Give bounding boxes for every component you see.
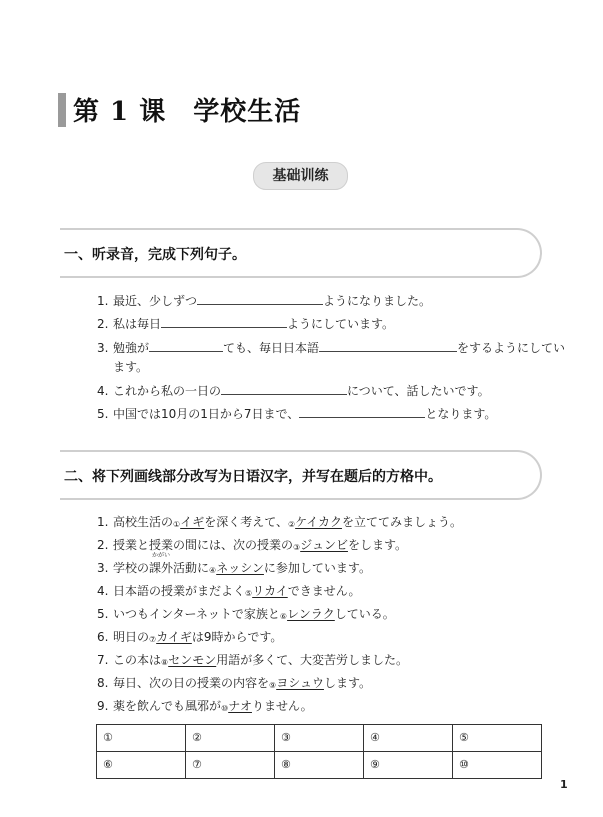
answer-cell[interactable]: ⑨ (364, 752, 453, 779)
part2-item-8: 8. 毎日、次の日の授業の内容を⑨ヨシュウします。 (97, 676, 371, 690)
answer-table (96, 724, 542, 779)
answer-blank[interactable] (221, 382, 347, 395)
answer-cell[interactable]: ⑩ (453, 752, 542, 779)
part1-item-2: 2. 私は毎日 ようにしています。 (97, 317, 395, 331)
part1-item-5: 5. 中国では10月の1日から7日まで、 となります。 (97, 407, 497, 421)
part1-item-3-cont: ます。 (113, 360, 149, 374)
part2-item-4: 4. 日本語の授業がまだよく⑤リカイできません。 (97, 584, 361, 598)
page-number: 1 (560, 778, 568, 791)
answer-cell[interactable]: ② (186, 725, 275, 752)
answer-cell[interactable]: ⑤ (453, 725, 542, 752)
answer-cell[interactable]: ⑦ (186, 752, 275, 779)
answer-cell[interactable]: ③ (275, 725, 364, 752)
section-badge: 基础训练 (253, 162, 348, 190)
part2-item-2: 2. 授業と授業の間には、次の授業の③ジュンビをします。 (97, 538, 407, 552)
answer-blank[interactable] (319, 339, 457, 352)
answer-blank[interactable] (299, 405, 425, 418)
part2-item-5: 5. いつもインターネットで家族と⑥レンラクしている。 (97, 607, 395, 621)
answer-cell[interactable]: ⑥ (97, 752, 186, 779)
answer-blank[interactable] (161, 315, 287, 328)
part1-item-1: 1. 最近、少しずつ ようになりました。 (97, 294, 432, 308)
part2-item-1: 1. 高校生活の①イギを深く考えて、②ケイカクを立ててみましょう。 (97, 515, 462, 529)
part1-heading-box (60, 228, 542, 278)
answer-cell[interactable]: ① (97, 725, 186, 752)
part2-item-3: 3. 学校の かがい 課外活動に④ネッシンに参加しています。 (97, 552, 371, 575)
part2-item-7: 7. この本は⑧センモン用語が多くて、大変苦労しました。 (97, 653, 408, 667)
page-title: 第 1 课 学校生活 (73, 97, 302, 127)
answer-cell[interactable]: ④ (364, 725, 453, 752)
answer-blank[interactable] (197, 292, 323, 305)
part2-heading-box (60, 450, 542, 500)
part2-heading: 二、将下列画线部分改写为日语汉字，并写在题后的方格中。 (64, 469, 442, 485)
answer-row (97, 752, 542, 779)
part1-item-4: 4. これから私の一日の について、話したいです。 (97, 384, 490, 398)
answer-row (97, 725, 542, 752)
part2-item-9: 9. 薬を飲んでも風邪が⑩ナオりません。 (97, 699, 313, 713)
answer-blank[interactable] (149, 339, 223, 352)
part1-heading: 一、听录音，完成下列句子。 (64, 247, 246, 263)
part1-item-3: 3. 勉強が ても、毎日日本語 をするようにしてい (97, 341, 566, 355)
answer-cell[interactable]: ⑧ (275, 752, 364, 779)
part2-item-6: 6. 明日の⑦カイギは9時からです。 (97, 630, 283, 644)
title-accent-bar (58, 93, 66, 127)
